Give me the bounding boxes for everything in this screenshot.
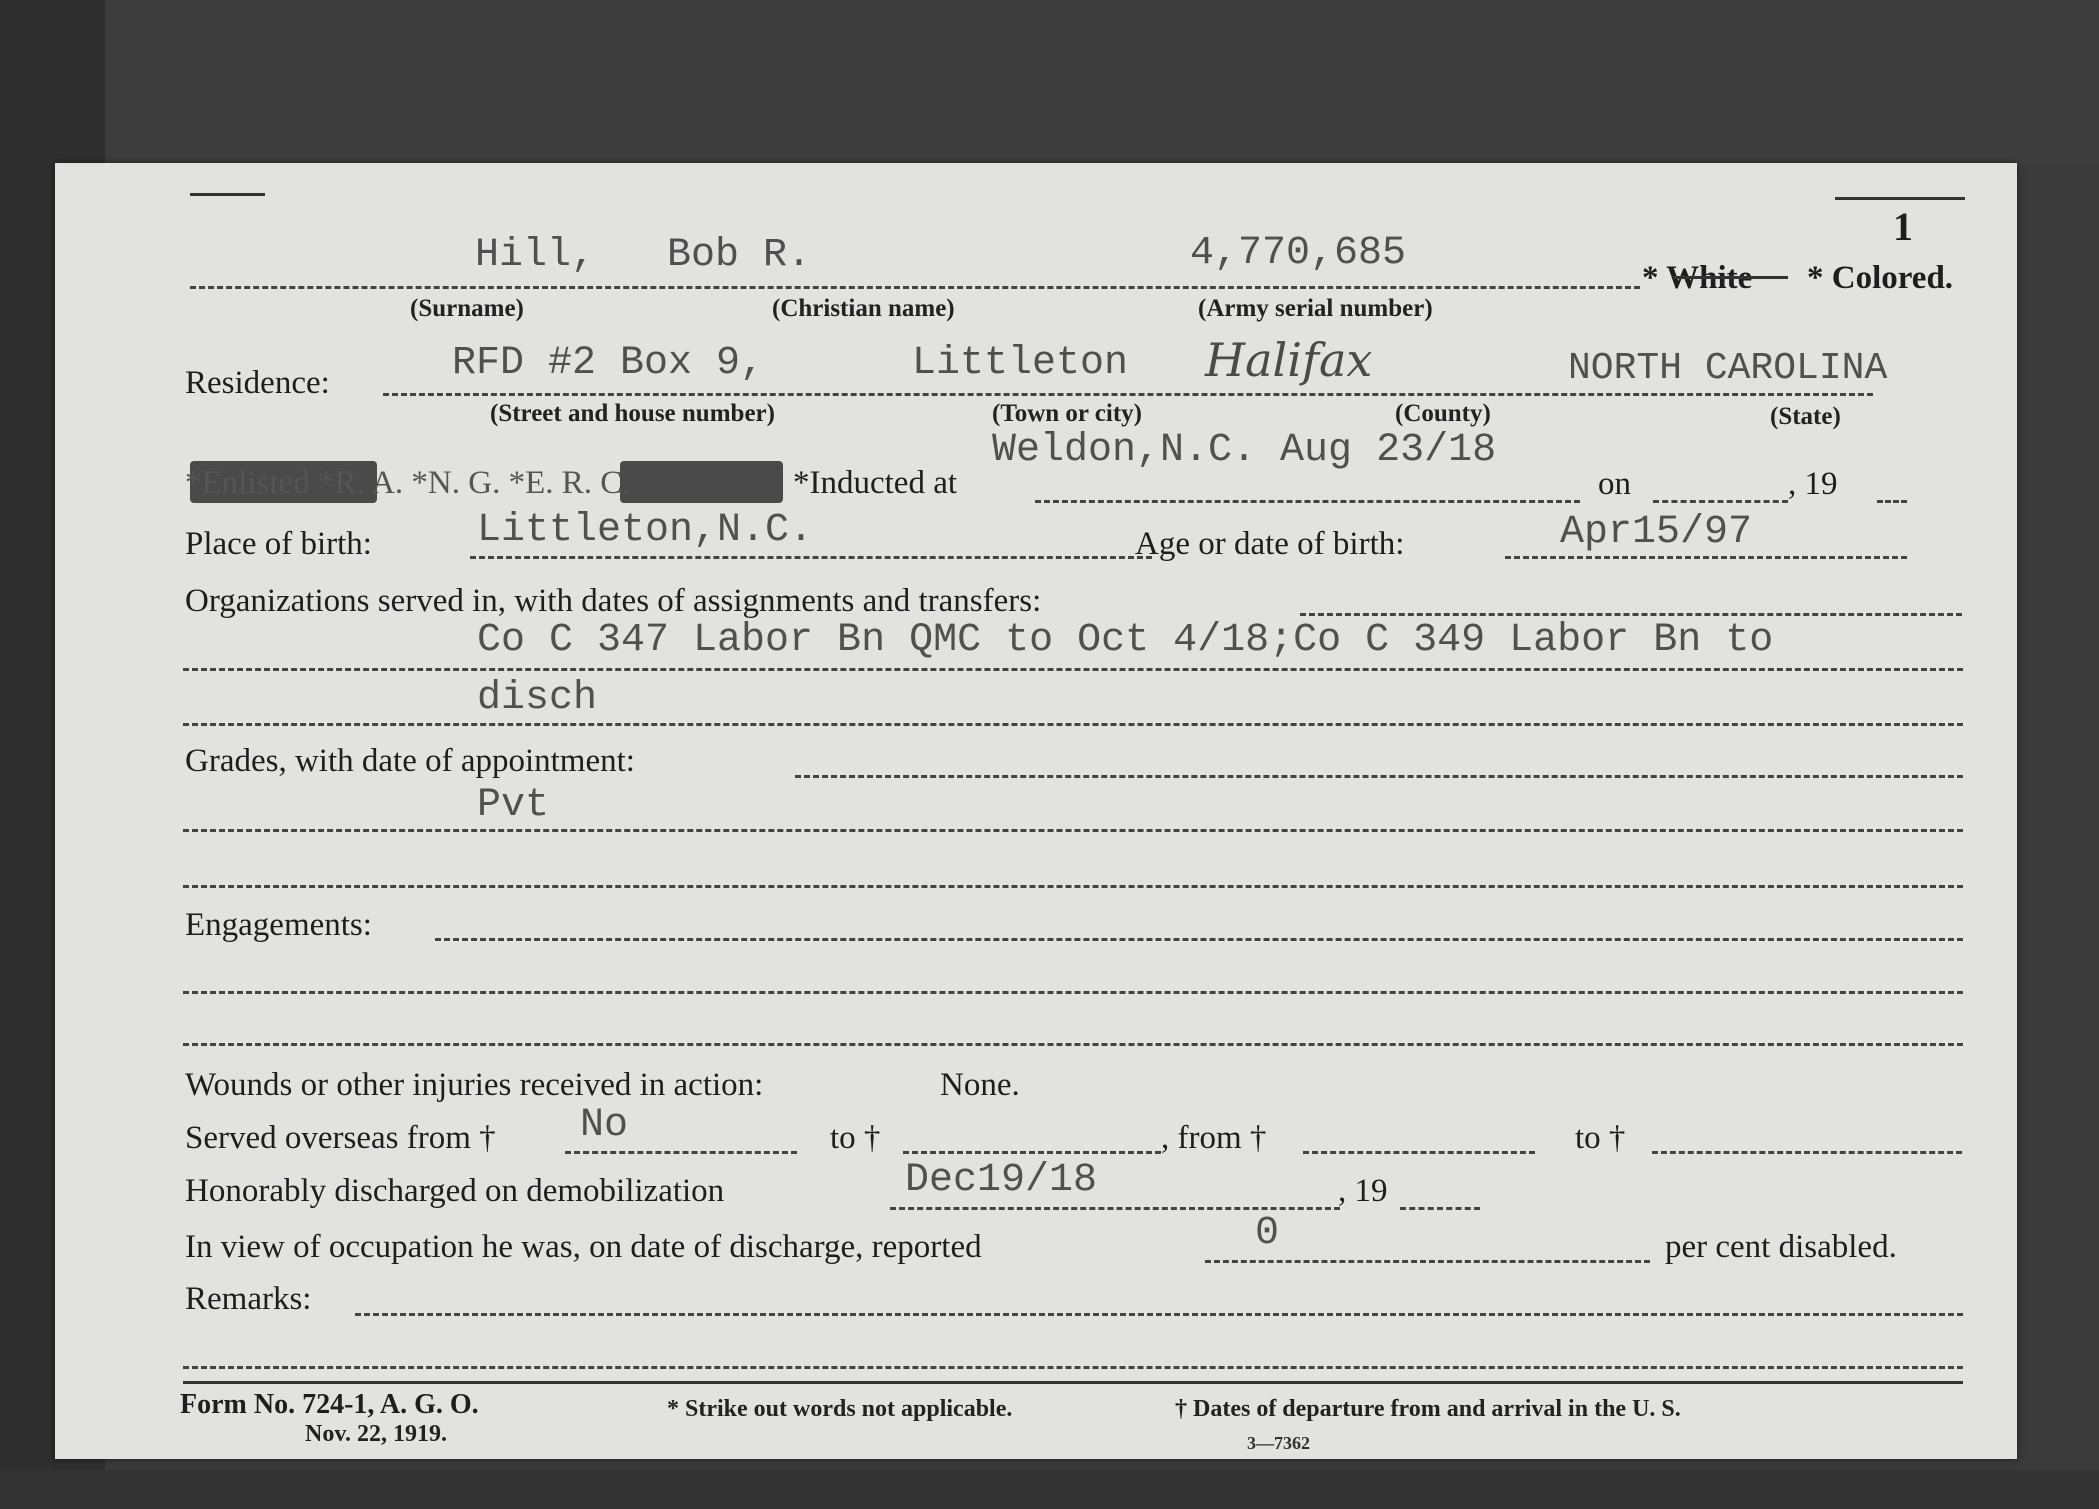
overseas-to-line-1 [903,1151,1161,1154]
county-value-handwritten: Halifax [1205,333,1373,387]
service-record-card [55,163,2017,1459]
form-date: Nov. 22, 1919. [305,1421,448,1447]
wounds-value: None. [940,1067,1020,1103]
residence-label: Residence: [185,365,330,401]
organizations-line-1 [183,668,1963,671]
age-or-date-of-birth-line [1505,556,1907,559]
name-line [190,286,1640,289]
serial-number-value: 4,770,685 [1190,231,1407,276]
overseas-from-label-2: , from † [1161,1120,1267,1156]
discharge-date-value: Dec19/18 [905,1158,1098,1203]
surname-caption: (Surname) [410,295,524,322]
disability-line [1205,1260,1650,1263]
colored-option: * Colored. [1807,260,1954,296]
white-option: * White [1642,260,1753,296]
overseas-from-line-2 [1303,1151,1535,1154]
overseas-to-label-1: to † [830,1120,881,1156]
grades-value: Pvt [477,783,550,828]
enlisted-options: *Enlisted *R. A. *N. G. *E. R. C. [185,465,631,501]
inducted-at-line [1035,500,1580,503]
age-or-date-of-birth-value: Apr15/97 [1560,510,1753,555]
white-strikeout [1673,276,1788,279]
discharge-year-line [1400,1207,1480,1210]
organizations-line-0 [1300,613,1962,616]
town-caption: (Town or city) [992,400,1142,427]
street-value: RFD #2 Box 9, [452,341,765,386]
form-number: Form No. 724-1, A. G. O. [180,1389,479,1420]
disability-value: 0 [1255,1211,1280,1256]
scanner-background-bottom [0,1470,2099,1509]
discharge-year-label: , 19 [1338,1173,1388,1209]
town-value: Littleton [912,341,1129,386]
street-caption: (Street and house number) [490,400,775,427]
print-code: 3—7362 [1247,1433,1310,1453]
inducted-on-line [1653,500,1788,503]
enlisted-redaction-2 [620,461,783,503]
inducted-year-label: , 19 [1788,466,1838,502]
organizations-label: Organizations served in, with dates of assignments and transfers: [185,583,1042,619]
footer-rule [183,1381,1963,1384]
overseas-to-line-2 [1652,1151,1962,1154]
dates-note: † Dates of departure from and arrival in the U. S. [1175,1396,1681,1422]
top-left-mark [190,193,265,196]
serial-number-caption: (Army serial number) [1198,295,1433,322]
inducted-year-line [1877,500,1907,503]
discharge-label: Honorably discharged on demobilization [185,1173,725,1209]
inducted-on-label: on [1598,466,1631,502]
inducted-at-value: Weldon,N.C. Aug 23/18 [992,428,1497,473]
christian-name-caption: (Christian name) [772,295,955,322]
grades-label: Grades, with date of appointment: [185,743,635,779]
top-right-mark [1835,197,1965,200]
engagements-line-1 [183,991,1963,994]
overseas-from-line [565,1151,797,1154]
engagements-line-0 [435,938,1963,941]
grades-line-2 [183,885,1963,888]
inducted-at-label: *Inducted at [793,465,958,501]
scanner-background-top [0,0,2099,165]
residence-line [383,393,1873,396]
age-or-date-of-birth-label: Age or date of birth: [1135,526,1405,562]
disability-suffix: per cent disabled. [1665,1229,1897,1265]
overseas-to-label-2: to † [1575,1120,1626,1156]
strike-out-note: * Strike out words not applicable. [667,1396,1013,1422]
organizations-value-line-1: Co C 347 Labor Bn QMC to Oct 4/18;Co C 349 Labor Bn to [477,618,1774,663]
place-of-birth-line [470,556,1152,559]
organizations-line-2 [183,723,1963,726]
surname-value: Hill, [475,233,596,278]
served-overseas-value: No [580,1103,629,1148]
organizations-value-line-2: disch [477,676,598,721]
discharge-date-line [890,1207,1340,1210]
place-of-birth-label: Place of birth: [185,526,372,562]
grades-line-0 [795,775,1963,778]
county-caption: (County) [1395,400,1491,427]
served-overseas-label: Served overseas from † [185,1120,496,1156]
remarks-line-1 [183,1366,1963,1369]
card-number: 1 [1893,204,1913,249]
disability-label: In view of occupation he was, on date of discharge, reported [185,1229,982,1265]
engagements-label: Engagements: [185,907,372,943]
engagements-line-2 [183,1043,1963,1046]
remarks-line-0 [355,1313,1963,1316]
place-of-birth-value: Littleton,N.C. [477,508,814,553]
state-value: NORTH CAROLINA [1568,347,1888,390]
christian-name-value: Bob R. [667,233,812,278]
grades-line-1 [183,829,1963,832]
wounds-label: Wounds or other injuries received in action: [185,1067,764,1103]
remarks-label: Remarks: [185,1281,312,1317]
state-caption: (State) [1770,403,1841,430]
